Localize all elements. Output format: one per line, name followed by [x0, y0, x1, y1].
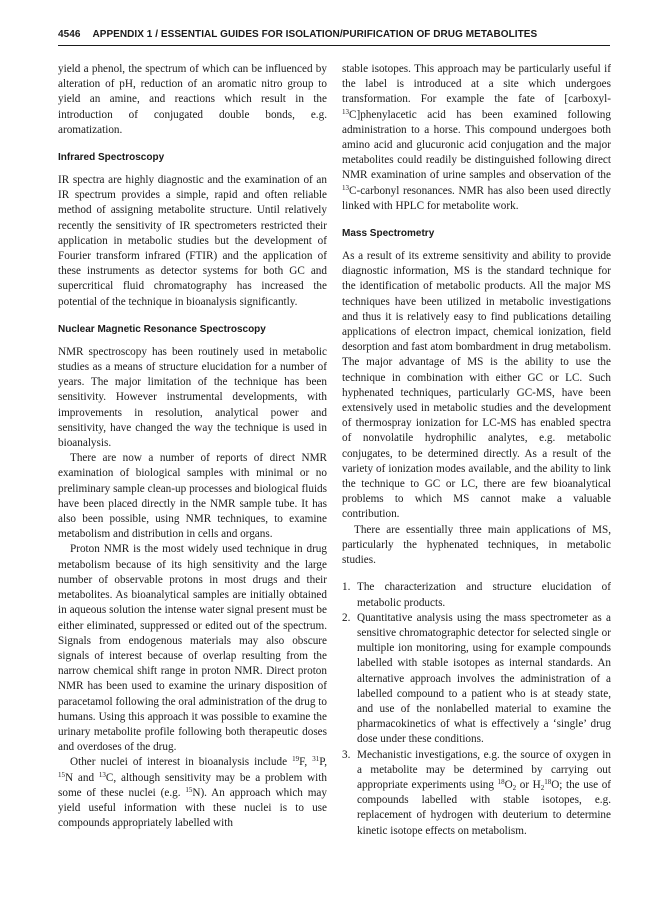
nmr-paragraph-2: There are now a number of reports of direct NMR examination of biological samples with minimal or no preliminary sample clean-up processes and biological fluids have been placed directly in the NMR sample tube. It has also been possible, using NMR techniques, to examine metabolism and distribution in cells and organs. — [58, 452, 327, 541]
section-heading-nmr: Nuclear Magnetic Resonance Spectroscopy — [58, 323, 266, 335]
nmr-paragraph-1: NMR spectroscopy has been routinely used in metabolic studies as a means of structure elucidation for a number of years. The major limitation of the technique has been sensitivity. However instrumental developments, with improvements in resolution, analytical power and sensitivity, have changed the way the technique is used in bioanalysis. — [58, 345, 327, 450]
running-head — [58, 29, 610, 40]
list-item: 1. The characterization and structure elucidation of metabolic products. — [342, 581, 611, 609]
stable-isotopes-paragraph: stable isotopes. This approach may be particularly useful if the label is introduced at a site which undergoes transformation. For example the fate of [carboxyl-$^{13}$C]phenylacetic acid has been examined following administration to a horse. This compound undergoes both amino acid and glucuronic acid conjugation and the major metabolites could readily be distinguished following direct NMR examination of urine samples and observation of the $^{13}$C-carbonyl resonances. NMR has also been used directly linked with HPLC for metabolite work. — [342, 63, 611, 212]
applications-list — [342, 580, 611, 838]
section-heading-infrared: Infrared Spectroscopy — [58, 152, 165, 164]
nuclei-paragraph: Other nuclei of interest in bioanalysis include $^{19}$F, $^{31}$P, $^{15}$N and $^{13}$C, although sensitivity may be a problem with some of these nuclei (e.g. $^{15}$N). An approach which may yield useful information with these nuclei is to use compounds appropriately labelled with — [58, 755, 328, 830]
section-heading-mass-spectrometry: Mass Spectrometry — [342, 228, 435, 240]
ms-paragraph-2: There are essentially three main applications of MS, particularly the hyphenated techniques, in metabolic studies. — [342, 523, 611, 567]
running-title: APPENDIX 1 / ESSENTIAL GUIDES FOR ISOLATION/PURIFICATION OF DRUG METABOLITES — [92, 29, 538, 40]
list-item: 3. Mechanistic investigations, e.g. the source of oxygen in a metabolite may be determined by carrying out appropriate experiments using $^{18}O_2$ or $H_2^{18}O$; the use of compounds labelled with stable isotopes, e.g. replacement of hydrogen with deuterium to determine kinetic isotope effects on metabolism. — [342, 748, 612, 837]
intro-paragraph: yield a phenol, the spectrum of which can be influenced by alteration of pH, reduction of an aromatic nitro group to yield an amine, and reactions which result in the introduction of conjugated double bonds, e.g. aromatization. — [58, 63, 327, 136]
left-column — [58, 62, 327, 831]
right-column — [342, 62, 611, 839]
page-number: 4546 — [58, 29, 81, 40]
list-item: 2. Quantitative analysis using the mass spectrometer as a sensitive chromatographic detector for selected single or multiple ion monitoring, using for example compounds labelled with stable isotopes as internal standards. An alternative approach involves the administration of a labelled compound to a patient who is at steady state, and use of the nonlabelled material to examine the pharmacokinetics of what is effectively a ‘single’ drug dose under these conditions. — [342, 611, 611, 746]
nmr-paragraph-3: Proton NMR is the most widely used technique in drug metabolism because of its high sensitivity and the large number of observable protons in most drugs and their metabolites. As bioanalytical samples are initially obtained in aqueous solution the intense water signal present must be either eliminated, suppressed or edited out of the spectrum. Signals from endogenous materials may also obscure signals of interest because of overlap resulting from the narrow chemical shift range in proton NMR. Direct proton NMR has been used to examine the urinary disposition of paracetamol following the oral administration of the drug to humans. Using this approach it was possible to examine the urinary metabolite profile following both therapeutic doses and overdoses of the drug. — [58, 543, 327, 754]
ms-paragraph-1: As a result of its extreme sensitivity and ability to provide diagnostic information, MS is the standard technique for the identification of metabolic products. All the major MS techniques have been utilized in metabolic investigations and thus it is relatively easy to find publications detailing applications of electron impact, chemical ionization, field desorption and fast atom bombardment in drug metabolism. The major advantage of MS is the ability to use the technique in combination with either GC or LC. Such hyphenated techniques, particularly GC-MS, have been extensively used in metabolic studies and the development of thermospray ionization for LC-MS has enabled spectra of nonvolatile hydrophilic analytes, e.g. metabolic conjugates, to be determined directly. As a result of the variety of ionization modes available, and the ability to link the technique to GC or LC, there are few bioanalytical problems to which MS cannot make a valuable contribution. — [342, 250, 611, 521]
header-rule — [58, 45, 610, 46]
ir-paragraph: IR spectra are highly diagnostic and the examination of an IR spectrum provides a simple, rapid and often reliable method of assigning metabolite structure. Until relatively recently the sensitivity of IR spectrometers restricted their application in metabolic studies but the development of Fourier transform infrared (FTIR) and the application of these instruments as detector systems for both GC and supercritical fluid chromatography has increased the potential of the technique in bioanalysis significantly. — [58, 174, 327, 308]
